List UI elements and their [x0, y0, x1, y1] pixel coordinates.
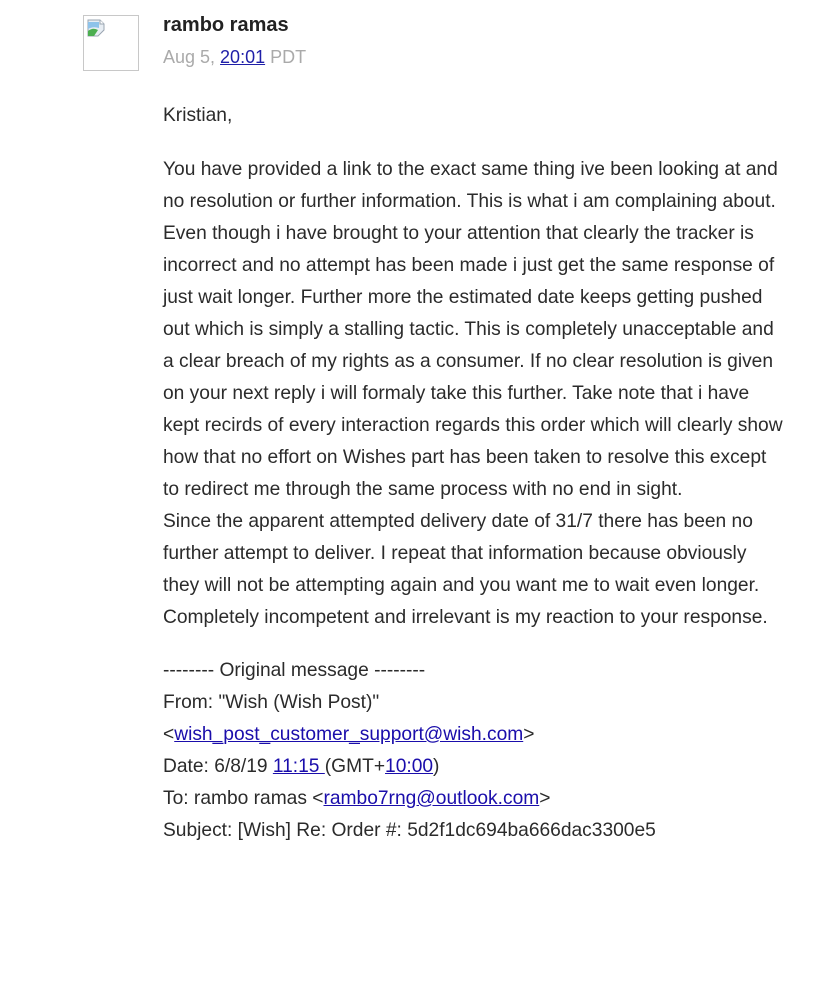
- original-date-line: [163, 751, 783, 783]
- bracket-close: >: [539, 788, 551, 809]
- gmt-suffix: ): [433, 756, 440, 777]
- message-paragraph: You have provided a link to the exact same thing ive been looking at and no resolution or further information. This is what i am complaining about. Even though i have brought to your attention that clearly the tracker is incorrect and no attempt has been made i just get the same response of just wait longer. Further more the estimated date keeps getting pushed out which is simply a stalling tactic. This is completely unacceptable and a clear breach of my rights as a consumer. If no clear resolution is given on your next reply i will formaly take this further. Take note that i have kept recirds of every interaction regards this order which will clearly show how that no effort on Wishes part has been taken to resolve this except to redirect me through the same process with no end in sight.: [163, 159, 783, 500]
- time-link[interactable]: 20:01: [220, 47, 266, 67]
- date-time-link[interactable]: 11:15: [272, 756, 325, 777]
- original-message-header: -------- Original message --------: [163, 660, 426, 681]
- message-timestamp: [163, 47, 306, 68]
- to-label: To: rambo ramas <: [163, 788, 324, 809]
- date-label: Date: 6/8/19: [163, 756, 273, 777]
- message-body: [163, 100, 783, 847]
- original-from-email-line: [163, 719, 783, 751]
- original-from-line: [163, 687, 783, 719]
- sender-avatar: [83, 15, 139, 71]
- from-label: From:: [163, 692, 219, 713]
- date-text: Aug 5,: [163, 47, 221, 67]
- broken-image-icon: [87, 19, 107, 39]
- bracket-close: >: [523, 724, 535, 745]
- message-paragraph: Since the apparent attempted delivery date of 31/7 there has been no further attempt to deliver. I repeat that information because obviously they will not be attempting again and you want me to wait even longer. Completely incompetent and irrelevant is my reaction to your response.: [163, 511, 768, 628]
- from-email-link[interactable]: wish_post_customer_support@wish.com: [174, 724, 524, 745]
- original-subject-line: Subject: [Wish] Re: Order #: 5d2f1dc694ba666dac3300e5: [163, 820, 656, 841]
- bracket-open: <: [163, 724, 175, 745]
- gmt-prefix: (GMT+: [324, 756, 386, 777]
- from-name: "Wish (Wish Post)": [218, 692, 380, 713]
- to-email-link[interactable]: rambo7rng@outlook.com: [323, 788, 540, 809]
- gmt-offset-link[interactable]: 10:00: [385, 756, 434, 777]
- original-message: [163, 655, 783, 847]
- timezone-text: PDT: [265, 47, 307, 67]
- sender-name: rambo ramas: [163, 14, 289, 36]
- greeting: Kristian,: [163, 105, 233, 126]
- original-to-line: [163, 783, 783, 815]
